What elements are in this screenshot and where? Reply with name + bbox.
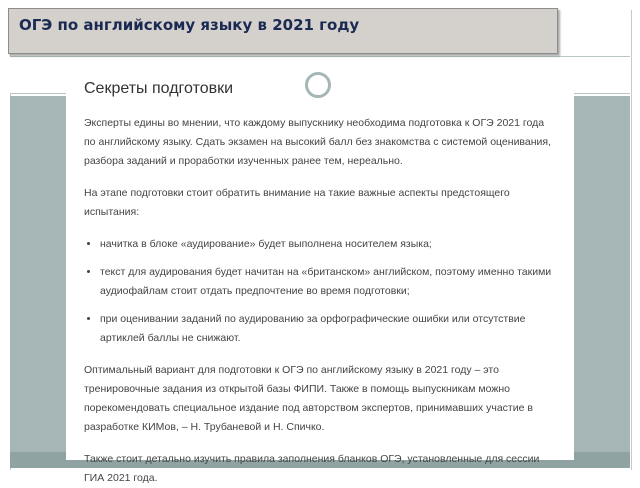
article-content	[66, 66, 574, 484]
title-box	[8, 8, 558, 54]
forms-paragraph: Также стоит детально изучить правила заполнения бланков ОГЭ, установленные для сессии ГИА 2021 года.	[84, 453, 540, 484]
intro-paragraph: Эксперты едины во мнении, что каждому выпускнику необходима подготовка к ОГЭ 2021 года по английскому языку. Сдать экзамен на высокий балл без знакомства с системой оценивания, разбора заданий и проработки изученных ранее тем, нереально.	[84, 117, 552, 167]
list-item: • при оценивании заданий по аудированию за орфографические ошибки или отсутствие артиклей баллы не снижают.	[100, 310, 554, 348]
right-side-panel	[574, 96, 630, 462]
list-item: • начитка в блоке «аудирование» будет выполнена носителем языка;	[100, 235, 554, 254]
left-side-panel	[10, 96, 66, 462]
optimal-paragraph: Оптимальный вариант для подготовки к ОГЭ по английскому языку в 2021 году – это тренировочные задания из открытой базы ФИПИ. Также в помощь выпускникам можно порекомендовать специальное издание под авторством экспертов, принимавших участие в разработке КИМов, – Н. Трубаневой и Н. Спичко.	[84, 364, 533, 433]
slide-title: ОГЭ по английскому языку в 2021 году	[19, 16, 360, 34]
list-item: • текст для аудирования будет начитан на «британском» английском, поэтому именно такими аудиофайлам стоит отдать предпочтение во время подготовки;	[100, 263, 554, 301]
section-heading: Секреты подготовки	[84, 80, 234, 97]
aspects-lead-paragraph: На этапе подготовки стоит обратить внимание на такие важные аспекты предстоящего испытания:	[84, 187, 510, 218]
ring-icon	[305, 72, 331, 98]
aspects-list	[84, 235, 554, 348]
